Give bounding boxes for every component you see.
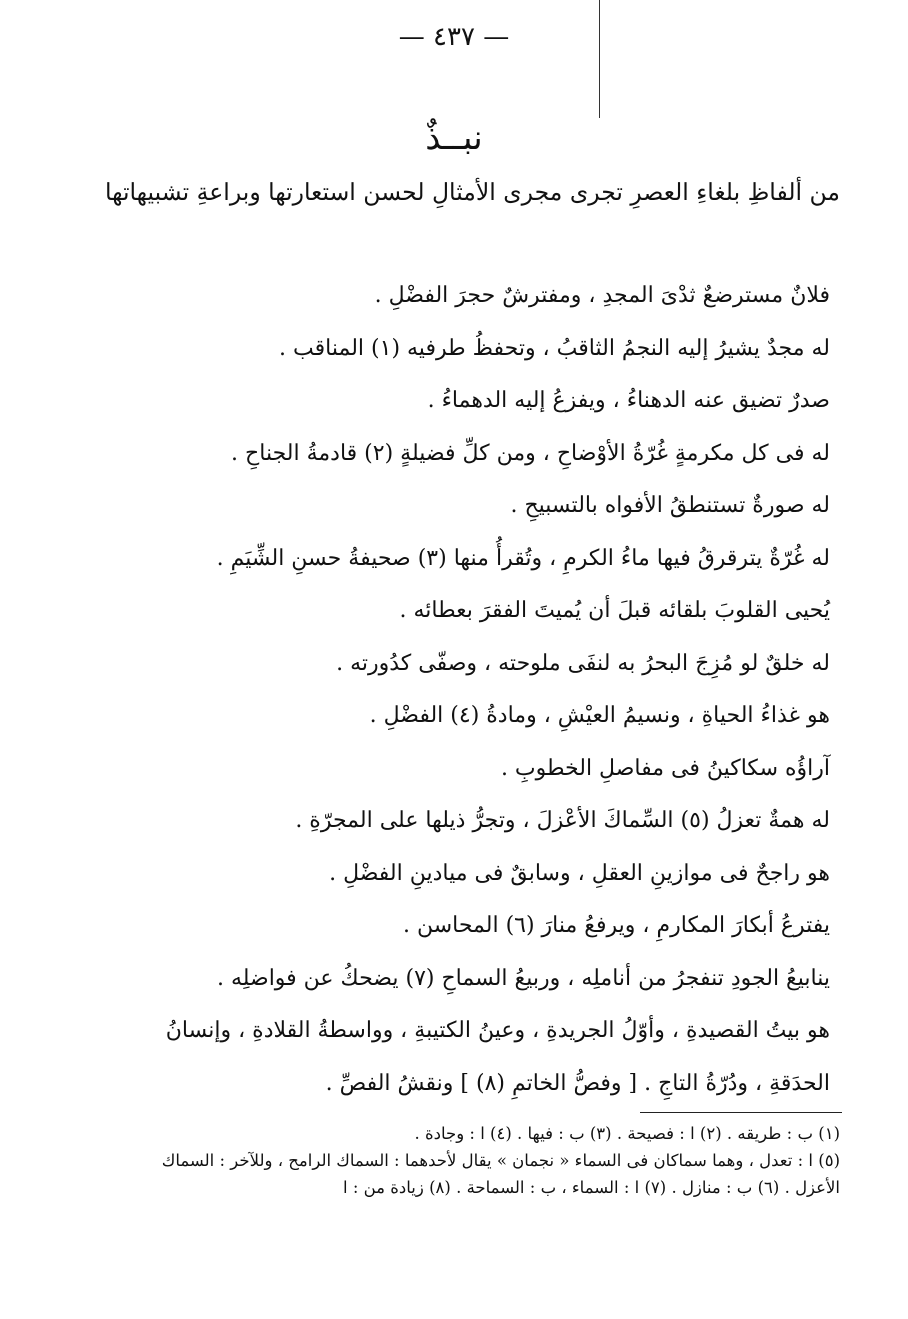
text-line: فلانٌ مسترضعٌ ثدْىَ المجدِ ، ومفترشٌ حجرَ الفضْلِ . (374, 283, 830, 308)
text-line: آراؤُه سكاكينُ فى مفاصلِ الخطوبِ . (500, 755, 830, 781)
text-line: الحدَقةِ ، ودُرّةُ التاجِ . [ وفصُّ الخاتمِ (٨) ] ونقشُ الفصِّ . (325, 1070, 830, 1096)
text-line: له غُرّةٌ يترقرقُ فيها ماءُ الكرمِ ، وتُقرأُ منها (٣) صحيفةُ حسنِ الشِّيَمِ . (216, 545, 830, 571)
section-heading: نبــذٌ (425, 118, 483, 158)
text-line: له صورةٌ تستنطقُ الأفواه بالتسبيحِ . (510, 493, 830, 518)
page-number: — ٤٣٧ — (398, 22, 510, 52)
text-line: له فى كل مكرمةٍ غُرّةُ الأوْضاحِ ، ومن كلِّ فضيلةٍ (٢) قادمةُ الجناحِ . (231, 440, 830, 466)
footnotes (95, 1120, 840, 1201)
section-subheading: من ألفاظِ بلغاءِ العصرِ تجرى مجرى الأمثالِ لحسن استعارتها وبراعةِ تشبيهاتها (104, 178, 840, 206)
page-fold-line (599, 0, 600, 118)
text-line: هو راجحٌ فى موازينِ العقلِ ، وسابقٌ فى ميادينِ الفضْلِ . (329, 860, 830, 886)
text-line: له مجدٌ يشيرُ إليه النجمُ الثاقبُ ، وتحفظُ طرفيه (١) المناقب . (279, 335, 830, 361)
footnote-line: (٥) ا : تعدل ، وهما سماكان فى السماء « نجمان » يقال لأحدهما : السماك الرامح ، وللآخر : السماك (161, 1151, 840, 1170)
footnote-line: (١) ب : طريقه . (٢) ا : فصيحة . (٣) ب : فيها . (٤) ا : وجادة . (414, 1124, 840, 1143)
text-line: ينابيعُ الجودِ تنفجرُ من أناملِه ، وربيعُ السماحِ (٧) يضحكُ عن فواضلِه . (216, 965, 830, 991)
text-line: يُحيى القلوبَ بلقائه قبلَ أن يُميتَ الفقرَ بعطائه . (399, 598, 830, 623)
footnote-line: الأعزل . (٦) ب : منازل . (٧) ا : السماء ، ب : السماحة . (٨) زيادة من : ا (342, 1178, 840, 1197)
body-text (100, 270, 830, 1110)
text-line: هو بيتُ القصيدةِ ، وأوّلُ الجريدةِ ، وعينُ الكتيبةِ ، وواسطةُ القلادةِ ، وإنسانُ (165, 1018, 830, 1043)
text-line: هو غذاءُ الحياةِ ، ونسيمُ العيْشِ ، ومادةُ (٤) الفضْلِ . (369, 703, 830, 728)
text-line: له خلقٌ لو مُزِجَ البحرُ به لنفَى ملوحته ، وصفّى كدُورته . (336, 650, 830, 676)
text-line: صدرٌ تضيق عنه الدهناءُ ، ويفزعُ إليه الدهماءُ . (427, 388, 830, 413)
footnote-separator (640, 1112, 842, 1113)
text-line: يفترعُ أبكارَ المكارمِ ، ويرفعُ منارَ (٦) المحاسن . (402, 913, 830, 938)
text-line: له همةٌ تعزلُ (٥) السِّماكَ الأعْزلَ ، وتجرُّ ذيلها على المجرّةِ . (295, 808, 830, 833)
